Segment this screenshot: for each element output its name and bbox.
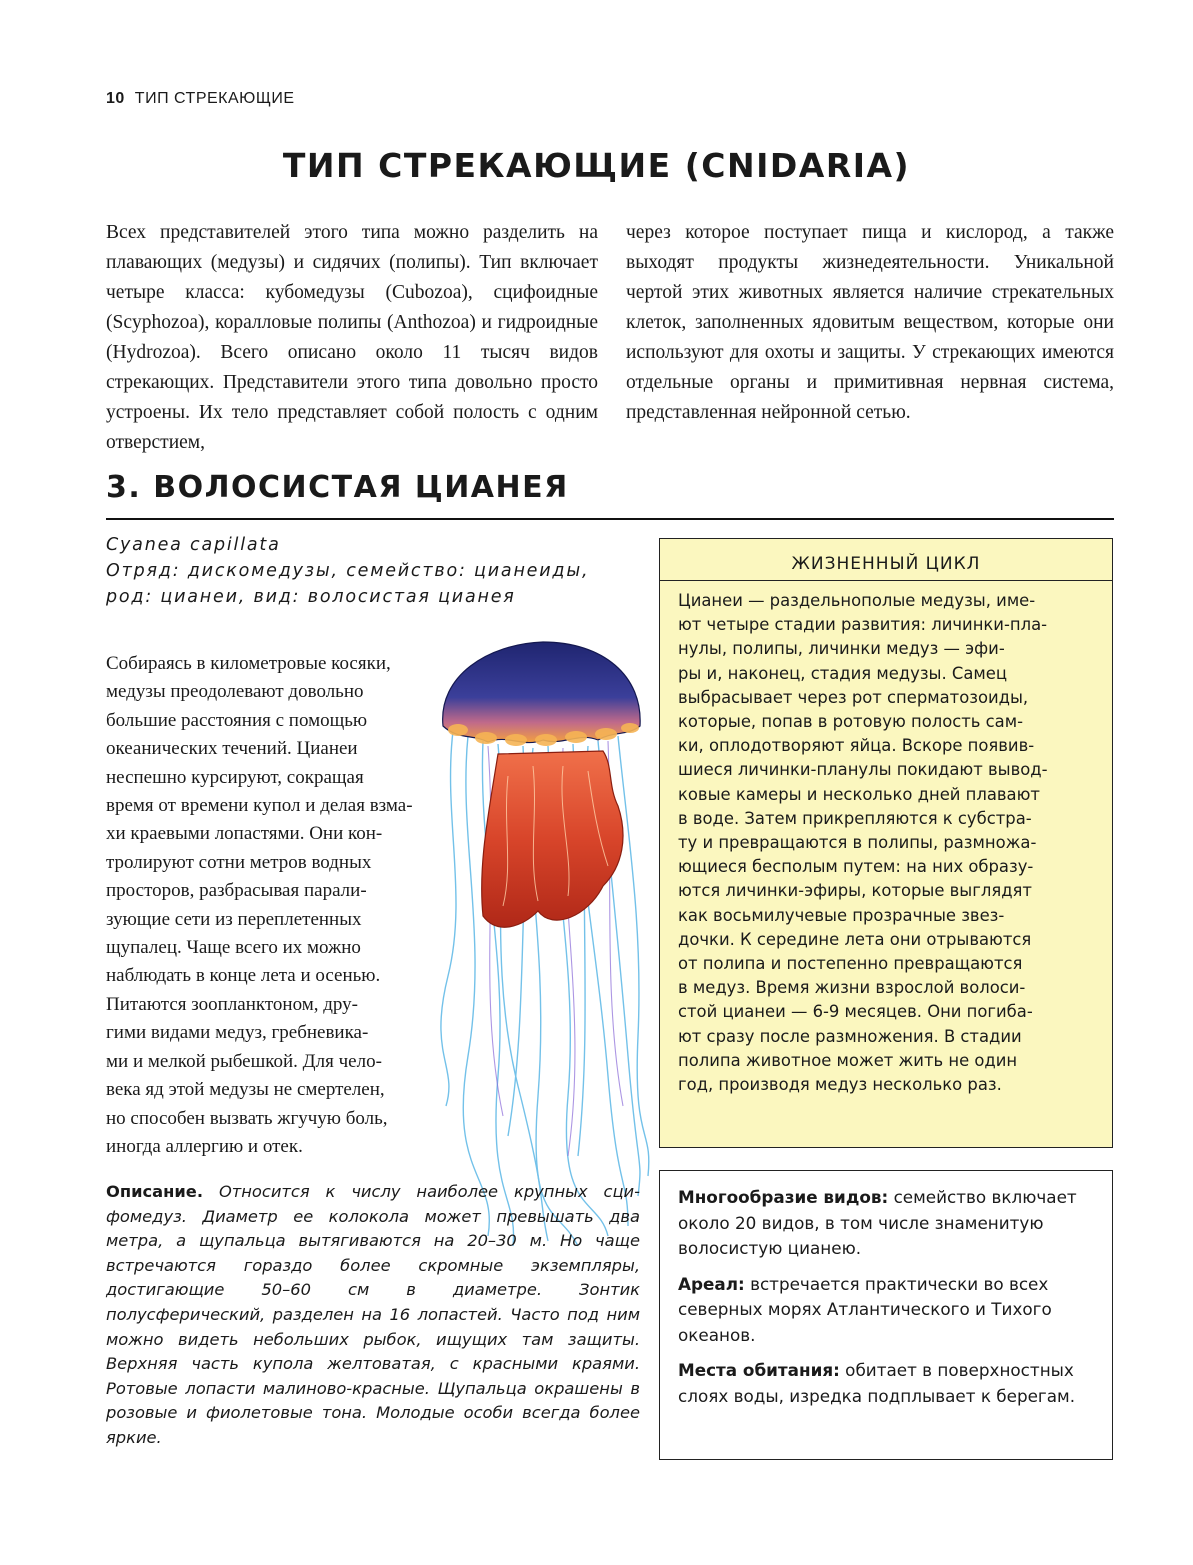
lifecycle-line: в воде. Затем прикрепляются к субстра-: [678, 808, 1032, 828]
body-line: тролируют сотни метров водных: [106, 851, 372, 873]
body-line: просторов, разбрасывая парали-: [106, 880, 367, 902]
fact-habitat: [678, 1358, 1094, 1409]
lifecycle-line: Цианеи — раздельнополые медузы, име-: [678, 591, 1036, 610]
fact-habitat-text: обитает в поверхностных слоях воды, изредка подплывает к берегам.: [678, 1360, 1076, 1406]
jellyfish-illustration: [428, 636, 668, 1251]
species-title: 3. ВОЛОСИСТАЯ ЦИАНЕЯ: [106, 470, 569, 505]
description: [106, 1180, 640, 1451]
body-line: ми и мелкой рыбешкой. Для чело-: [106, 1050, 382, 1072]
latin-name: Cyanea capillata: [106, 535, 281, 555]
lifecycle-line: в медуз. Время жизни взрослой волоси-: [678, 978, 1026, 998]
lifecycle-line: ют сразу после размножения. В стадии: [678, 1026, 1022, 1046]
page-number: 10: [106, 90, 125, 107]
body-line: Собираясь в километровые косяки,: [106, 653, 391, 674]
lifecycle-line: от полипа и постепенно превращаются: [678, 954, 1023, 974]
lifecycle-line: ки, оплодотворяют яйца. Вскоре появив-: [678, 736, 1035, 756]
fact-diversity: [678, 1185, 1094, 1262]
body-line: большие расстояния с помощью: [106, 709, 368, 731]
body-line: медузы преодолевают довольно: [106, 681, 364, 703]
fact-range: [678, 1272, 1094, 1349]
body-line: но способен вызвать жгучую боль,: [106, 1107, 388, 1129]
lifecycle-line: выбрасывает через рот сперматозоиды,: [678, 687, 1029, 707]
fact-diversity-text: семейство включает около 20 видов, в том числе знаменитую волосистую цианею.: [678, 1187, 1077, 1258]
body-line: века яд этой медузы не смертелен,: [106, 1079, 385, 1101]
description-label: Описание.: [106, 1182, 204, 1201]
body-line: наблюдать в конце лета и осенью.: [106, 965, 381, 987]
fact-range-text: встречается практически во всех северных морях Атлантического и Тихого океанов.: [678, 1273, 1052, 1345]
description-text: Относится к числу наиболее крупных сцифомедуз. Диаметр ее колокола может превышать два метра, а щупальца вытягиваются на 20–30 м. Но чаще встречаются гораздо более скромные экземпляры, достигающие 50–60 см в диаметре. Зонтик полусферический, разделен на 16 лопастей. Часто под ним можно видеть небольших рыбок, ищущих там защиты. Верхняя часть купола желтоватая, с красными краями. Ротовые лопасти малиново-красные. Щупальца окрашены в розовые и фиолетовые тона. Молодые особи всегда более яркие.: [106, 1182, 640, 1447]
body-line: время от времени купол и делая взма-: [106, 795, 413, 817]
lifecycle-text: [678, 589, 1094, 1097]
lifecycle-divider: [660, 580, 1112, 581]
bell: [443, 642, 641, 743]
lifecycle-line: стой цианеи — 6-9 месяцев. Они погиба-: [678, 1002, 1033, 1022]
running-head-section: ТИП СТРЕКАЮЩИЕ: [134, 90, 295, 107]
body-line: гими видами медуз, гребневика-: [106, 1022, 369, 1044]
body-line: океанических течений. Цианеи: [106, 738, 358, 760]
intro-right-column: через которое поступает пища и кислород, а также выходят продукты жизнедеятельности. Уникальной чертой этих животных является наличие стрекательных клеток, заполненных ядовитым веществом, которые они используют для охоты и защиты. У стрекающих имеются отдельные органы и примитивная нервная система, представленная нейронной сетью.: [626, 222, 1114, 423]
lifecycle-line: ют четыре стадии развития: личинки-пла-: [678, 615, 1048, 635]
intro-left-column: Всех представителей этого типа можно разделить на плавающих (медузы) и сидячих (полипы). Тип включает четыре класса: кубомедузы (Cubozoa), сцифоидные (Scyphozoa), коралловые полипы (Anthozoa) и гидроидные (Hydrozoa). Всего описано около 11 тысяч видов стрекающих. Представители этого типа довольно просто устроены. Их тело представляет собой полость с одним отверстием,: [106, 222, 598, 453]
lifecycle-line: дочки. К середине лета они отрываются: [678, 929, 1032, 949]
lifecycle-line: ются личинки-эфиры, которые выглядят: [678, 881, 1032, 901]
body-line: щупалец. Чаще всего их можно: [106, 937, 361, 959]
lifecycle-line: шиеся личинки-планулы покидают вывод-: [678, 760, 1048, 780]
body-line: Питаются зоопланктоном, дру-: [106, 993, 359, 1015]
page-title: ТИП СТРЕКАЮЩИЕ (CNIDARIA): [282, 146, 911, 185]
lifecycle-line: ковые камеры и несколько дней плавают: [678, 784, 1040, 804]
lifecycle-line: как восьмилучевые прозрачные звез-: [678, 905, 1005, 925]
taxonomy-line-1: Отряд: дискомедузы, семейство: цианеиды,: [106, 561, 590, 581]
lifecycle-line: ющиеся бесполым путем: на них образу-: [678, 857, 1034, 877]
body-line: зующие сети из переплетенных: [106, 908, 362, 930]
section-divider: [106, 518, 1114, 520]
oral-arms: [482, 751, 623, 927]
lifecycle-box: [659, 538, 1113, 1148]
body-line: хи краевыми лопастями. Они кон-: [106, 823, 383, 845]
taxonomy-line-2: род: цианеи, вид: волосистая цианея: [106, 587, 516, 607]
taxonomy-block: [106, 532, 589, 610]
body-line: неспешно курсируют, сокращая: [106, 766, 364, 788]
running-head: [106, 90, 294, 108]
fact-range-label: Ареал:: [678, 1273, 745, 1294]
lifecycle-line: год, производя медуз несколько раз.: [678, 1075, 1002, 1095]
fact-habitat-label: Места обитания:: [678, 1360, 840, 1380]
lifecycle-line: ры и, наконец, стадия медузы. Самец: [678, 663, 1008, 683]
lifecycle-line: нулы, полипы, личинки медуз — эфи-: [678, 639, 1005, 659]
lifecycle-title: ЖИЗНЕННЫЙ ЦИКЛ: [791, 554, 981, 574]
facts-box: [659, 1170, 1113, 1460]
lifecycle-line: которые, попав в ротовую полость сам-: [678, 712, 1023, 732]
fact-diversity-label: Многообразие видов:: [678, 1187, 889, 1207]
body-text: [106, 650, 446, 1161]
lifecycle-line: полипа животное может жить не один: [678, 1050, 1018, 1070]
lifecycle-line: ту и превращаются в полипы, размножа-: [678, 833, 1037, 853]
body-line: иногда аллергию и отек.: [106, 1135, 303, 1157]
